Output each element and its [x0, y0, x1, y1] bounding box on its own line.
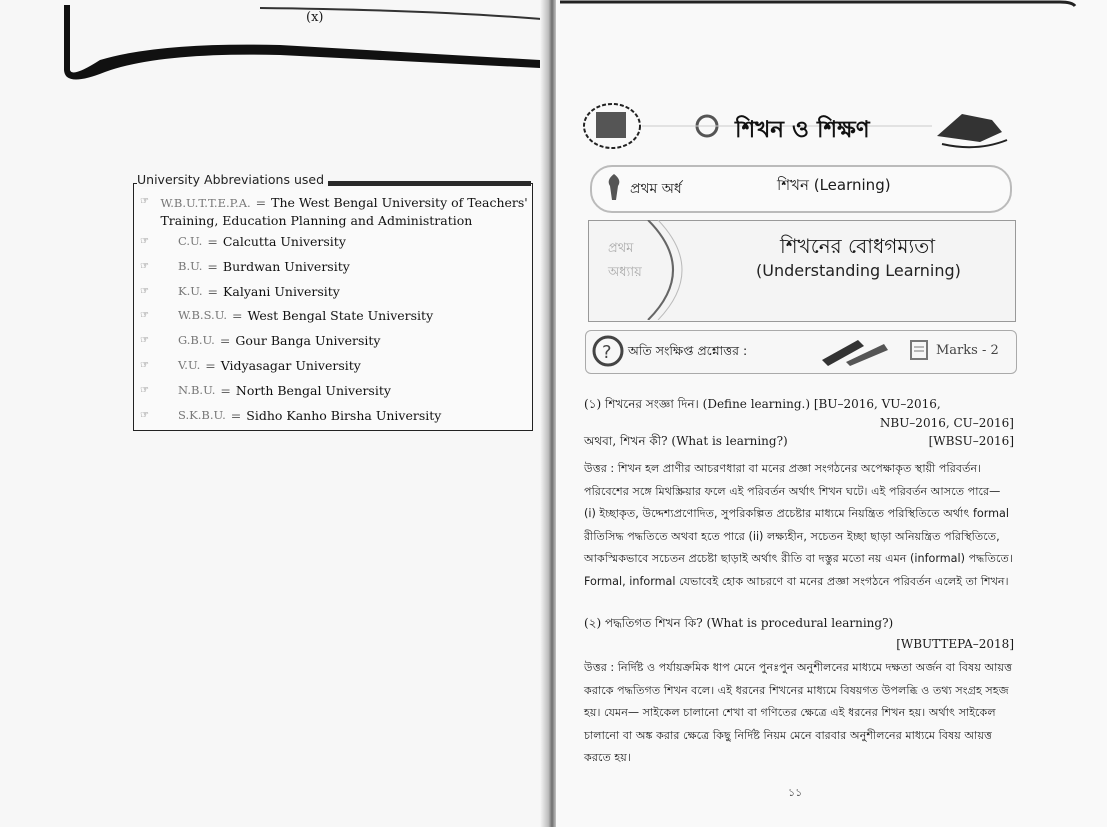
abbreviations-title: University Abbreviations used [137, 172, 328, 187]
answer-2: উত্তর : নির্দিষ্ট ও পর্যায়ক্রমিক ধাপ মেনে পুনঃপুন অনুশীলনের মাধ্যমে দক্ষতা অর্জন বা বিষয় আয়ত্ত করাকে পদ্ধতিগত শিখন বলে। এই ধরনের শিখনের মাধ্যমে বিষয়গত উপলব্ধি ও তথ্য সংগ্রহ সহজ হয়। যেমন— সাইকেল চালানো শেখা বা গণিতের ক্ষেত্রে এই ধরনের শিখন হয়। অর্থাৎ সাইকেল চালানো বা অঙ্ক করার ক্ষেত্রে কিছু নির্দিষ্ট নিয়ম মেনে বারবার অনুশীলনের মাধ্যমে বিষয় আয়ত্ত করতে হয়। [584, 661, 1013, 764]
question-2 [584, 612, 1014, 655]
question-2-ref: [WBUTTEPA–2018] [896, 636, 1014, 651]
chapter-name-english: (Understanding Learning) [756, 261, 961, 280]
question-1-refs: NBU–2016, CU–2016] [879, 415, 1014, 430]
page-number: ১১ [788, 786, 803, 799]
question-1 [584, 393, 1014, 453]
header-swoosh-decoration [60, 0, 548, 85]
list-item: ☞ W.B.S.U. = West Bengal State University [140, 308, 434, 324]
chapter-name-bengali: শিখনের বোধগম্যতা [780, 234, 936, 258]
pointing-hand-icon: ☞ [140, 236, 149, 247]
page-header-number: (x) [306, 10, 324, 25]
list-item: ☞ B.U. = Burdwan University [140, 258, 350, 274]
list-item: ☞ K.U. = Kalyani University [140, 283, 340, 299]
top-edge-line [560, 0, 1080, 8]
question-mark-icon [592, 335, 624, 367]
pointing-hand-icon: ☞ [140, 310, 149, 322]
svg-text:?: ? [602, 342, 612, 363]
question-1-alt: অথবা, শিখন কী? (What is learning?) [584, 434, 788, 448]
chapter-label: প্রথম অধ্যায় [608, 241, 642, 280]
list-item: ☞ V.U. = Vidyasagar University [140, 357, 361, 373]
part-label: প্রথম অর্ধ [630, 181, 682, 197]
list-item: ☞ W.B.U.T.T.E.P.A. = The West Bengal University of Teachers' Training, Education Planning and Administration [140, 195, 528, 228]
section-label: অতি সংক্ষিপ্ত প্রশ্নোত্তর : [628, 343, 748, 358]
pointing-hand-icon: ☞ [140, 335, 149, 347]
list-item: ☞ S.K.B.U. = Sidho Kanho Birsha University [140, 407, 442, 423]
marks-label: Marks - 2 [936, 343, 999, 358]
part-value: শিখন (Learning) [777, 176, 891, 194]
question-1-alt-ref: [WBSU–2016] [928, 434, 1014, 448]
list-item: ☞ N.B.U. = North Bengal University [140, 382, 391, 398]
scroll-pencils-icon [818, 336, 890, 366]
notepad-icon [908, 338, 930, 362]
list-item: ☞ C.U. = Calcutta University [140, 234, 346, 249]
pointing-hand-icon: ☞ [140, 196, 149, 207]
pointing-hand-icon: ☞ [140, 409, 149, 421]
pointing-hand-icon: ☞ [140, 384, 149, 396]
question-1-text: (১) শিখনের সংজ্ঞা দিন। (Define learning.) [BU–2016, VU–2016, [584, 397, 941, 411]
answer-1: উত্তর : শিখন হল প্রাণীর আচরণধারা বা মনের প্রজ্ঞা সংগঠনের অপেক্ষাকৃত স্থায়ী পরিবর্তন। পরিবেশের সঙ্গে মিথস্ক্রিয়ার ফলে এই পরিবর্তন অর্থাৎ শিখন ঘটে। এই পরিবর্তন আসতে পারে— (i) ইচ্ছাকৃত, উদ্দেশ্যপ্রণোদিত, সুপরিকল্পিত প্রচেষ্টার মাধ্যমে নিয়ন্ত্রিত পরিস্থিতিতে অর্থাৎ formal রীতিসিদ্ধ পদ্ধতিতে অথবা হতে পারে (ii) লক্ষ্যহীন, সচেতন ইচ্ছা ছাড়া অনিয়ন্ত্রিত পরিস্থিতিতে, আকস্মিকভাবে সচেতন প্রচেষ্টা ছাড়াই অর্থাৎ রীতি বা দস্তুর মতো নয় এমন (informal) পদ্ধতিতে। Formal, informal যেভাবেই হোক আচরণে বা মনের প্রজ্ঞা সংগঠনে পরিবর্তন এলেই তা শিখন। [584, 462, 1013, 588]
abbreviations-list [140, 194, 528, 432]
pointing-hand-icon: ☞ [140, 285, 149, 297]
question-2-text: (২) পদ্ধতিগত শিখন কি? (What is procedural learning?) [584, 616, 894, 630]
torch-icon [602, 172, 626, 202]
abbreviations-title-bar [311, 181, 531, 186]
pointing-hand-icon: ☞ [140, 260, 149, 272]
list-item: ☞ G.B.U. = Gour Banga University [140, 333, 381, 349]
chapter-title: শিখন ও শিক্ষণ [735, 117, 870, 143]
pointing-hand-icon: ☞ [140, 359, 149, 371]
